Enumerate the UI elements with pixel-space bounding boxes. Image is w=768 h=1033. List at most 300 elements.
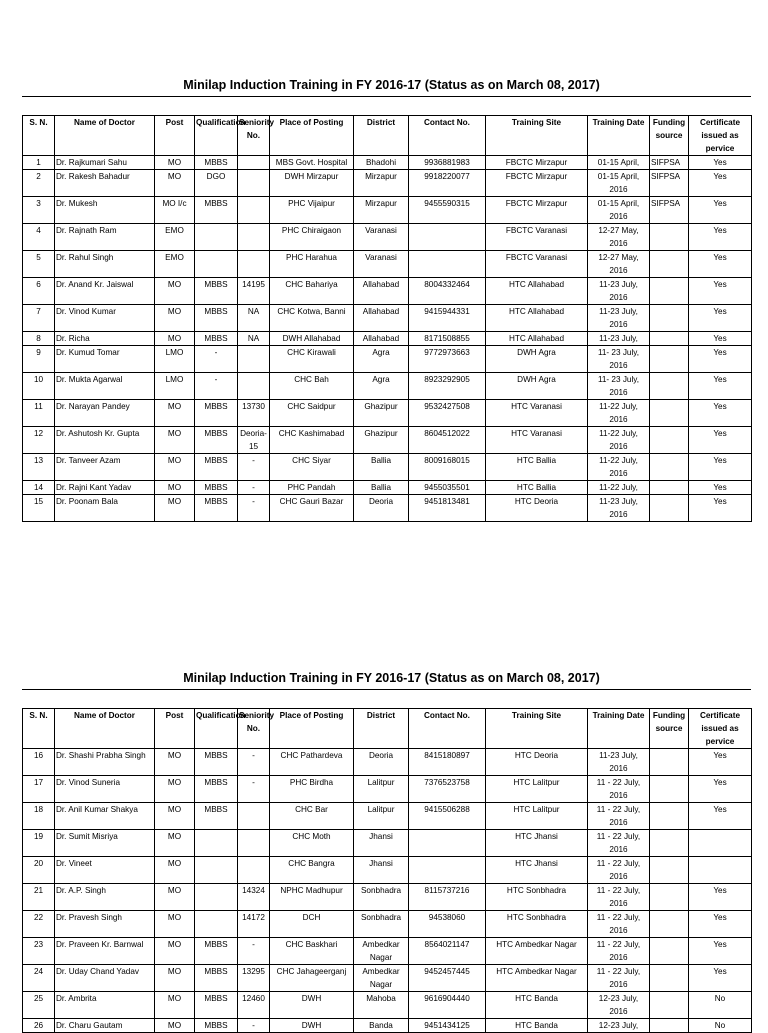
cell-sn: 17 xyxy=(23,776,55,803)
cell-district: Allahabad xyxy=(354,332,409,346)
cell-district: Allahabad xyxy=(354,278,409,305)
cell-training-date: 11 - 22 July, 2016 xyxy=(588,938,650,965)
cell-post: MO xyxy=(155,749,195,776)
cell-post: MO xyxy=(155,911,195,938)
cell-funding xyxy=(650,495,689,522)
cell-post: MO xyxy=(155,278,195,305)
cell-sn: 13 xyxy=(23,454,55,481)
cell-district: Bhadohi xyxy=(354,156,409,170)
cell-seniority: - xyxy=(238,495,270,522)
cell-qualification: MBBS xyxy=(195,481,238,495)
cell-funding xyxy=(650,454,689,481)
cell-posting: CHC Baskhari xyxy=(270,938,354,965)
cell-qualification xyxy=(195,830,238,857)
cell-name: Dr. Praveen Kr. Barnwal xyxy=(55,938,155,965)
cell-training-date: 11 - 22 July, 2016 xyxy=(588,911,650,938)
cell-name: Dr. Shashi Prabha Singh xyxy=(55,749,155,776)
cell-sn: 1 xyxy=(23,156,55,170)
cell-training-date: 11 - 22 July, 2016 xyxy=(588,965,650,992)
cell-name: Dr. Ashutosh Kr. Gupta xyxy=(55,427,155,454)
cell-seniority: - xyxy=(238,454,270,481)
cell-seniority: - xyxy=(238,938,270,965)
table-row xyxy=(23,454,752,481)
cell-post: MO xyxy=(155,170,195,197)
cell-funding xyxy=(650,884,689,911)
cell-name: Dr. A.P. Singh xyxy=(55,884,155,911)
cell-post: MO xyxy=(155,427,195,454)
cell-contact: 8564021147 xyxy=(409,938,486,965)
cell-training-site: FBCTC Mirzapur xyxy=(486,170,588,197)
table-row xyxy=(23,197,752,224)
cell-contact: 8009168015 xyxy=(409,454,486,481)
cell-training-site: HTC Jhansi xyxy=(486,857,588,884)
cell-qualification: MBBS xyxy=(195,938,238,965)
cell-sn: 20 xyxy=(23,857,55,884)
section-1-table xyxy=(22,115,752,522)
cell-district: Ballia xyxy=(354,481,409,495)
cell-qualification: - xyxy=(195,346,238,373)
cell-training-date: 11-22 July, xyxy=(588,481,650,495)
cell-name: Dr. Vinod Suneria xyxy=(55,776,155,803)
cell-posting: DCH xyxy=(270,911,354,938)
table-row xyxy=(23,830,752,857)
cell-seniority: 14195 xyxy=(238,278,270,305)
cell-qualification: MBBS xyxy=(195,776,238,803)
table-row xyxy=(23,481,752,495)
header-training-date: Training Date xyxy=(588,116,650,156)
header-post: Post xyxy=(155,116,195,156)
cell-training-date: 11 - 22 July, 2016 xyxy=(588,884,650,911)
cell-seniority xyxy=(238,170,270,197)
table-row xyxy=(23,156,752,170)
table-row xyxy=(23,251,752,278)
cell-posting: CHC Bangra xyxy=(270,857,354,884)
cell-sn: 5 xyxy=(23,251,55,278)
table-row xyxy=(23,992,752,1019)
cell-sn: 24 xyxy=(23,965,55,992)
cell-post: MO xyxy=(155,400,195,427)
cell-district: Jhansi xyxy=(354,830,409,857)
cell-posting: DWH Mirzapur xyxy=(270,170,354,197)
cell-name: Dr. Tanveer Azam xyxy=(55,454,155,481)
cell-contact: 8415180897 xyxy=(409,749,486,776)
cell-contact: 8004332464 xyxy=(409,278,486,305)
cell-district: Sonbhadra xyxy=(354,884,409,911)
cell-sn: 7 xyxy=(23,305,55,332)
cell-post: MO xyxy=(155,803,195,830)
cell-qualification: MBBS xyxy=(195,400,238,427)
cell-qualification: MBBS xyxy=(195,495,238,522)
cell-post: MO xyxy=(155,495,195,522)
cell-qualification: MBBS xyxy=(195,749,238,776)
section-1-title: Minilap Induction Training in FY 2016-17 (Status as on March 08, 2017) xyxy=(183,78,600,92)
cell-training-date: 11 - 22 July, 2016 xyxy=(588,803,650,830)
cell-certificate: Yes xyxy=(689,481,752,495)
cell-contact: 9936881983 xyxy=(409,156,486,170)
cell-contact: 8115737216 xyxy=(409,884,486,911)
cell-sn: 22 xyxy=(23,911,55,938)
cell-training-date: 11 - 22 July, 2016 xyxy=(588,830,650,857)
cell-training-site: HTC Deoria xyxy=(486,495,588,522)
cell-post: MO xyxy=(155,938,195,965)
header-post: Post xyxy=(155,709,195,749)
cell-contact: 94538060 xyxy=(409,911,486,938)
section-1-title-rule xyxy=(22,96,751,97)
cell-post: MO xyxy=(155,1019,195,1033)
cell-certificate: Yes xyxy=(689,251,752,278)
cell-sn: 25 xyxy=(23,992,55,1019)
cell-training-site: HTC Banda xyxy=(486,1019,588,1033)
cell-certificate: Yes xyxy=(689,965,752,992)
table-row xyxy=(23,803,752,830)
cell-post: MO xyxy=(155,884,195,911)
cell-name: Dr. Sumit Misriya xyxy=(55,830,155,857)
cell-certificate xyxy=(689,830,752,857)
cell-district: Mahoba xyxy=(354,992,409,1019)
cell-training-date: 01-15 April, 2016 xyxy=(588,197,650,224)
cell-post: MO xyxy=(155,332,195,346)
cell-posting: CHC Siyar xyxy=(270,454,354,481)
cell-district: Ghazipur xyxy=(354,427,409,454)
cell-posting: PHC Birdha xyxy=(270,776,354,803)
cell-qualification: MBBS xyxy=(195,278,238,305)
cell-district: Varanasi xyxy=(354,224,409,251)
cell-certificate: Yes xyxy=(689,197,752,224)
cell-contact xyxy=(409,830,486,857)
cell-training-site: FBCTC Varanasi xyxy=(486,224,588,251)
cell-contact xyxy=(409,251,486,278)
header-qualification: Qualification xyxy=(195,116,238,156)
cell-district: Deoria xyxy=(354,495,409,522)
cell-name: Dr. Narayan Pandey xyxy=(55,400,155,427)
table-row xyxy=(23,1019,752,1033)
header-training-site: Training Site xyxy=(486,116,588,156)
cell-posting: CHC Bah xyxy=(270,373,354,400)
cell-district: Ambedkar Nagar xyxy=(354,938,409,965)
header-contact: Contact No. xyxy=(409,709,486,749)
cell-training-site: HTC Jhansi xyxy=(486,830,588,857)
cell-funding xyxy=(650,749,689,776)
cell-name: Dr. Rajkumari Sahu xyxy=(55,156,155,170)
cell-certificate: No xyxy=(689,992,752,1019)
cell-district: Agra xyxy=(354,346,409,373)
cell-contact: 9455035501 xyxy=(409,481,486,495)
cell-certificate: Yes xyxy=(689,224,752,251)
table-row xyxy=(23,776,752,803)
cell-contact: 9918220077 xyxy=(409,170,486,197)
table-row xyxy=(23,495,752,522)
cell-funding xyxy=(650,938,689,965)
cell-post: MO xyxy=(155,776,195,803)
cell-certificate: No xyxy=(689,1019,752,1033)
cell-contact: 9451434125 xyxy=(409,1019,486,1033)
cell-funding: SIFPSA xyxy=(650,197,689,224)
cell-post: MO xyxy=(155,156,195,170)
cell-funding xyxy=(650,830,689,857)
cell-name: Dr. Pravesh Singh xyxy=(55,911,155,938)
cell-sn: 16 xyxy=(23,749,55,776)
cell-post: MO xyxy=(155,965,195,992)
cell-contact: 8171508855 xyxy=(409,332,486,346)
section-1 xyxy=(22,78,751,519)
cell-training-date: 12-27 May, 2016 xyxy=(588,224,650,251)
cell-funding xyxy=(650,803,689,830)
cell-district: Agra xyxy=(354,373,409,400)
cell-certificate: Yes xyxy=(689,332,752,346)
cell-certificate: Yes xyxy=(689,495,752,522)
cell-training-date: 01-15 April, xyxy=(588,156,650,170)
header-sn: S. N. xyxy=(23,116,55,156)
section-2-table xyxy=(22,708,752,1033)
cell-certificate: Yes xyxy=(689,427,752,454)
cell-training-site: DWH Agra xyxy=(486,346,588,373)
cell-name: Dr. Kumud Tomar xyxy=(55,346,155,373)
cell-district: Ballia xyxy=(354,454,409,481)
cell-seniority: - xyxy=(238,776,270,803)
cell-qualification: MBBS xyxy=(195,332,238,346)
cell-posting: DWH Allahabad xyxy=(270,332,354,346)
cell-posting: CHC Kotwa, Banni xyxy=(270,305,354,332)
header-training-date: Training Date xyxy=(588,709,650,749)
cell-contact: 9772973663 xyxy=(409,346,486,373)
cell-qualification: MBBS xyxy=(195,156,238,170)
header-training-site: Training Site xyxy=(486,709,588,749)
cell-training-date: 01-15 April, 2016 xyxy=(588,170,650,197)
cell-name: Dr. Anand Kr. Jaiswal xyxy=(55,278,155,305)
cell-training-site: FBCTC Mirzapur xyxy=(486,156,588,170)
header-certificate: Certificate issued as pervice xyxy=(689,116,752,156)
cell-posting: PHC Chiraigaon xyxy=(270,224,354,251)
table-row xyxy=(23,332,752,346)
cell-name: Dr. Charu Gautam xyxy=(55,1019,155,1033)
cell-seniority xyxy=(238,156,270,170)
cell-seniority xyxy=(238,373,270,400)
cell-district: Varanasi xyxy=(354,251,409,278)
header-certificate: Certificate issued as pervice xyxy=(689,709,752,749)
cell-name: Dr. Vineet xyxy=(55,857,155,884)
table-row xyxy=(23,911,752,938)
header-name: Name of Doctor xyxy=(55,116,155,156)
cell-certificate: Yes xyxy=(689,749,752,776)
cell-seniority: 13730 xyxy=(238,400,270,427)
cell-certificate: Yes xyxy=(689,170,752,197)
cell-training-date: 12-23 July, xyxy=(588,1019,650,1033)
cell-training-site: HTC Lalitpur xyxy=(486,776,588,803)
cell-training-site: FBCTC Varanasi xyxy=(486,251,588,278)
cell-seniority xyxy=(238,830,270,857)
cell-funding xyxy=(650,278,689,305)
cell-sn: 3 xyxy=(23,197,55,224)
cell-sn: 21 xyxy=(23,884,55,911)
cell-district: Sonbhadra xyxy=(354,911,409,938)
cell-seniority: NA xyxy=(238,305,270,332)
cell-name: Dr. Rahul Singh xyxy=(55,251,155,278)
cell-sn: 11 xyxy=(23,400,55,427)
cell-training-date: 11-23 July, 2016 xyxy=(588,305,650,332)
cell-funding xyxy=(650,373,689,400)
cell-training-site: FBCTC Mirzapur xyxy=(486,197,588,224)
cell-district: Banda xyxy=(354,1019,409,1033)
cell-name: Dr. Ambrita xyxy=(55,992,155,1019)
cell-training-date: 11-23 July, 2016 xyxy=(588,278,650,305)
table-row xyxy=(23,170,752,197)
cell-training-site: DWH Agra xyxy=(486,373,588,400)
cell-posting: DWH xyxy=(270,992,354,1019)
cell-funding xyxy=(650,224,689,251)
cell-name: Dr. Mukesh xyxy=(55,197,155,224)
cell-posting: CHC Moth xyxy=(270,830,354,857)
cell-contact: 8604512022 xyxy=(409,427,486,454)
cell-training-site: HTC Ballia xyxy=(486,481,588,495)
cell-name: Dr. Poonam Bala xyxy=(55,495,155,522)
header-district: District xyxy=(354,116,409,156)
header-name: Name of Doctor xyxy=(55,709,155,749)
cell-seniority: - xyxy=(238,481,270,495)
cell-posting: PHC Harahua xyxy=(270,251,354,278)
header-row xyxy=(23,116,752,156)
cell-name: Dr. Richa xyxy=(55,332,155,346)
table-row xyxy=(23,749,752,776)
cell-sn: 23 xyxy=(23,938,55,965)
section-2-title-rule xyxy=(22,689,751,690)
cell-post: MO xyxy=(155,481,195,495)
cell-sn: 9 xyxy=(23,346,55,373)
header-contact: Contact No. xyxy=(409,116,486,156)
cell-qualification xyxy=(195,857,238,884)
cell-contact: 9532427508 xyxy=(409,400,486,427)
cell-training-date: 11-23 July, 2016 xyxy=(588,495,650,522)
cell-qualification: MBBS xyxy=(195,965,238,992)
cell-contact: 9415506288 xyxy=(409,803,486,830)
cell-sn: 19 xyxy=(23,830,55,857)
cell-post: EMO xyxy=(155,224,195,251)
cell-funding xyxy=(650,992,689,1019)
cell-training-date: 11-22 July, 2016 xyxy=(588,454,650,481)
cell-sn: 4 xyxy=(23,224,55,251)
cell-post: MO xyxy=(155,305,195,332)
cell-training-date: 11-23 July, 2016 xyxy=(588,749,650,776)
cell-sn: 2 xyxy=(23,170,55,197)
cell-certificate: Yes xyxy=(689,884,752,911)
table-row xyxy=(23,305,752,332)
cell-training-site: HTC Ballia xyxy=(486,454,588,481)
cell-name: Dr. Vinod Kumar xyxy=(55,305,155,332)
cell-training-date: 11-23 July, xyxy=(588,332,650,346)
cell-qualification xyxy=(195,911,238,938)
header-posting: Place of Posting xyxy=(270,116,354,156)
cell-post: LMO xyxy=(155,346,195,373)
cell-funding xyxy=(650,857,689,884)
cell-seniority: 12460 xyxy=(238,992,270,1019)
cell-contact: 7376523758 xyxy=(409,776,486,803)
cell-name: Dr. Rajni Kant Yadav xyxy=(55,481,155,495)
table-row xyxy=(23,400,752,427)
cell-posting: CHC Kashimabad xyxy=(270,427,354,454)
header-seniority: Seniority No. xyxy=(238,709,270,749)
header-posting: Place of Posting xyxy=(270,709,354,749)
cell-funding xyxy=(650,427,689,454)
cell-contact xyxy=(409,857,486,884)
cell-name: Dr. Rakesh Bahadur xyxy=(55,170,155,197)
cell-certificate: Yes xyxy=(689,156,752,170)
table-row xyxy=(23,857,752,884)
cell-funding xyxy=(650,776,689,803)
cell-district: Ambedkar Nagar xyxy=(354,965,409,992)
cell-training-date: 11 - 22 July, 2016 xyxy=(588,857,650,884)
cell-district: Mirzapur xyxy=(354,197,409,224)
cell-posting: CHC Jahageerganj xyxy=(270,965,354,992)
cell-posting: NPHC Madhupur xyxy=(270,884,354,911)
table-row xyxy=(23,427,752,454)
cell-certificate: Yes xyxy=(689,400,752,427)
cell-funding xyxy=(650,305,689,332)
cell-seniority xyxy=(238,803,270,830)
cell-training-site: HTC Deoria xyxy=(486,749,588,776)
cell-training-site: HTC Varanasi xyxy=(486,400,588,427)
cell-seniority xyxy=(238,251,270,278)
cell-seniority: - xyxy=(238,1019,270,1033)
cell-contact: 9452457445 xyxy=(409,965,486,992)
cell-sn: 6 xyxy=(23,278,55,305)
header-district: District xyxy=(354,709,409,749)
cell-qualification xyxy=(195,884,238,911)
cell-training-date: 12-23 July, 2016 xyxy=(588,992,650,1019)
cell-seniority: NA xyxy=(238,332,270,346)
cell-name: Dr. Uday Chand Yadav xyxy=(55,965,155,992)
cell-training-site: HTC Allahabad xyxy=(486,305,588,332)
cell-qualification xyxy=(195,251,238,278)
cell-qualification: MBBS xyxy=(195,1019,238,1033)
cell-contact: 8923292905 xyxy=(409,373,486,400)
header-funding: Funding source xyxy=(650,709,689,749)
cell-funding xyxy=(650,251,689,278)
cell-qualification: MBBS xyxy=(195,454,238,481)
header-funding: Funding source xyxy=(650,116,689,156)
cell-seniority xyxy=(238,857,270,884)
table-row xyxy=(23,224,752,251)
cell-certificate: Yes xyxy=(689,911,752,938)
cell-training-site: HTC Allahabad xyxy=(486,278,588,305)
cell-training-site: HTC Ambedkar Nagar xyxy=(486,965,588,992)
table-row xyxy=(23,938,752,965)
cell-training-date: 11-22 July, 2016 xyxy=(588,400,650,427)
cell-sn: 14 xyxy=(23,481,55,495)
cell-sn: 26 xyxy=(23,1019,55,1033)
header-row xyxy=(23,709,752,749)
cell-funding xyxy=(650,911,689,938)
cell-qualification: MBBS xyxy=(195,803,238,830)
cell-name: Dr. Mukta Agarwal xyxy=(55,373,155,400)
cell-posting: MBS Govt. Hospital xyxy=(270,156,354,170)
cell-funding xyxy=(650,481,689,495)
cell-training-site: HTC Lalitpur xyxy=(486,803,588,830)
cell-certificate: Yes xyxy=(689,278,752,305)
cell-contact xyxy=(409,224,486,251)
cell-qualification: MBBS xyxy=(195,305,238,332)
cell-district: Allahabad xyxy=(354,305,409,332)
cell-district: Deoria xyxy=(354,749,409,776)
cell-posting: CHC Kirawali xyxy=(270,346,354,373)
cell-district: Ghazipur xyxy=(354,400,409,427)
header-sn: S. N. xyxy=(23,709,55,749)
cell-training-date: 11-22 July, 2016 xyxy=(588,427,650,454)
cell-certificate: Yes xyxy=(689,305,752,332)
cell-sn: 18 xyxy=(23,803,55,830)
cell-funding xyxy=(650,332,689,346)
cell-seniority: - xyxy=(238,749,270,776)
cell-posting: DWH xyxy=(270,1019,354,1033)
cell-seniority xyxy=(238,346,270,373)
